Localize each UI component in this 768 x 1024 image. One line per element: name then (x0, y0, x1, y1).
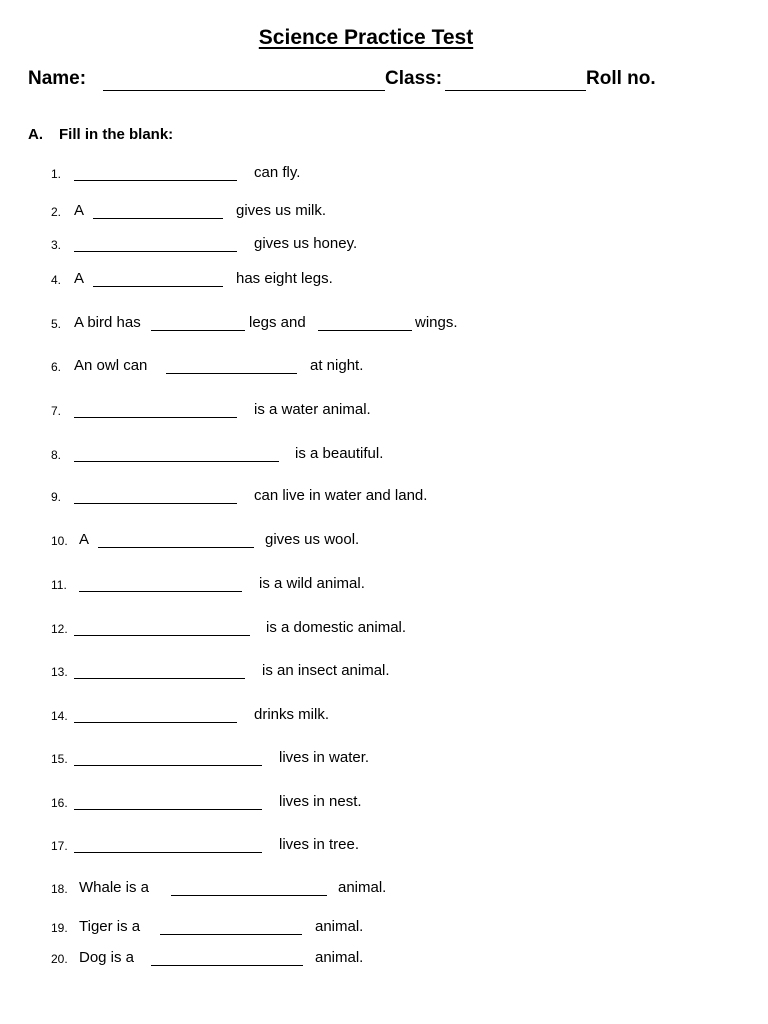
question-text: is a beautiful. (295, 445, 384, 462)
question-text: animal. (315, 949, 364, 966)
answer-blank[interactable] (93, 286, 223, 287)
question-text: gives us milk. (236, 202, 327, 219)
question-number: 11. (51, 578, 67, 592)
question-prefix: A (79, 531, 90, 548)
class-blank[interactable] (445, 90, 586, 91)
question-9 (0, 487, 768, 509)
question-text: is an insect animal. (262, 662, 390, 679)
question-3 (0, 235, 768, 257)
question-text: lives in nest. (279, 793, 362, 810)
question-prefix: An owl can (74, 357, 148, 374)
question-2 (0, 202, 768, 224)
question-10 (0, 531, 768, 553)
question-text: animal. (315, 918, 364, 935)
question-4 (0, 270, 768, 292)
question-number: 2. (51, 205, 62, 219)
question-text: can fly. (254, 164, 301, 181)
answer-blank[interactable] (74, 635, 250, 636)
answer-blank[interactable] (74, 461, 279, 462)
question-text: at night. (310, 357, 364, 374)
question-prefix: A (74, 202, 85, 219)
question-text: wings. (415, 314, 458, 331)
answer-blank[interactable] (171, 895, 327, 896)
answer-blank[interactable] (74, 722, 237, 723)
answer-blank[interactable] (74, 180, 237, 181)
question-text: can live in water and land. (254, 487, 428, 504)
question-14 (0, 706, 768, 728)
question-15 (0, 749, 768, 771)
answer-blank[interactable] (74, 503, 237, 504)
question-number: 16. (51, 796, 68, 810)
question-text: gives us wool. (265, 531, 360, 548)
question-text: drinks milk. (254, 706, 330, 723)
answer-blank[interactable] (74, 251, 237, 252)
question-number: 5. (51, 317, 62, 331)
answer-blank[interactable] (74, 678, 245, 679)
question-prefix: Tiger is a (79, 918, 141, 935)
section-label: Fill in the blank: (59, 126, 174, 143)
question-number: 19. (51, 921, 68, 935)
question-1 (0, 164, 768, 186)
question-number: 18. (51, 882, 68, 896)
question-number: 4. (51, 273, 62, 287)
question-6 (0, 357, 768, 379)
question-number: 1. (51, 167, 62, 181)
question-middle: legs and (249, 314, 306, 331)
question-number: 17. (51, 839, 68, 853)
question-5 (0, 314, 768, 336)
name-blank[interactable] (103, 90, 385, 91)
question-18 (0, 879, 768, 901)
answer-blank[interactable] (160, 934, 302, 935)
question-text: is a water animal. (254, 401, 371, 418)
question-text: is a domestic animal. (266, 619, 407, 636)
answer-blank[interactable] (98, 547, 254, 548)
answer-blank[interactable] (74, 852, 262, 853)
question-12 (0, 619, 768, 641)
question-number: 12. (51, 622, 68, 636)
question-text: has eight legs. (236, 270, 333, 287)
question-prefix: Dog is a (79, 949, 135, 966)
question-text: gives us honey. (254, 235, 358, 252)
question-number: 6. (51, 360, 62, 374)
question-number: 20. (51, 952, 68, 966)
question-13 (0, 662, 768, 684)
question-number: 15. (51, 752, 68, 766)
question-prefix: A (74, 270, 85, 287)
question-text: lives in tree. (279, 836, 360, 853)
question-11 (0, 575, 768, 597)
question-text: animal. (338, 879, 387, 896)
answer-blank[interactable] (74, 417, 237, 418)
question-19 (0, 918, 768, 940)
answer-blank[interactable] (166, 373, 297, 374)
question-8 (0, 445, 768, 467)
roll-no-label: Roll no. (586, 68, 656, 89)
question-number: 3. (51, 238, 62, 252)
answer-blank[interactable] (79, 591, 242, 592)
question-20 (0, 949, 768, 971)
question-number: 13. (51, 665, 68, 679)
question-text: lives in water. (279, 749, 370, 766)
answer-blank[interactable] (151, 965, 303, 966)
question-prefix: Whale is a (79, 879, 150, 896)
question-number: 8. (51, 448, 62, 462)
answer-blank[interactable] (93, 218, 223, 219)
question-number: 14. (51, 709, 68, 723)
question-number: 7. (51, 404, 62, 418)
answer-blank[interactable] (74, 809, 262, 810)
question-17 (0, 836, 768, 858)
answer-blank[interactable] (151, 330, 245, 331)
section-heading (28, 126, 174, 143)
page-title: Science Practice Test (258, 26, 474, 49)
class-label: Class: (385, 68, 443, 89)
section-marker: A. (28, 126, 43, 143)
question-text: is a wild animal. (259, 575, 365, 592)
question-number: 10. (51, 534, 68, 548)
answer-blank-2[interactable] (318, 330, 412, 331)
question-7 (0, 401, 768, 423)
question-prefix: A bird has (74, 314, 141, 331)
name-label: Name: (28, 68, 87, 89)
question-number: 9. (51, 490, 62, 504)
answer-blank[interactable] (74, 765, 262, 766)
question-16 (0, 793, 768, 815)
